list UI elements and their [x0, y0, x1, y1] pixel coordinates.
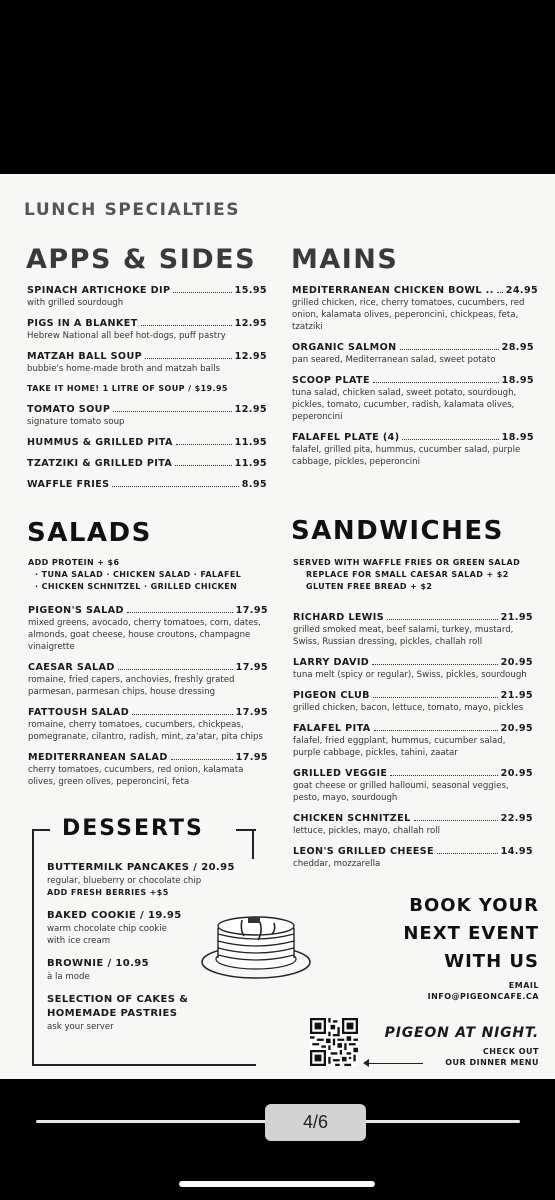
- menu-item-price: 11.95: [234, 458, 267, 469]
- menu-item-row: [293, 767, 533, 780]
- leader-dots: [141, 325, 232, 326]
- menu-item-price: 14.95: [500, 846, 533, 857]
- menu-item-price: 24.95: [505, 285, 539, 296]
- menu-item-desc: lettuce, pickles, mayo, challah roll: [293, 826, 440, 836]
- menu-item: [27, 383, 267, 395]
- menu-item: [28, 751, 268, 788]
- leader-dots: [400, 349, 499, 350]
- menu-item-desc: pan seared, Mediterranean salad, sweet potato: [292, 355, 496, 365]
- menu-item-price: 17.95: [235, 707, 268, 718]
- book-line: WITH US: [444, 951, 539, 972]
- leader-dots: [414, 820, 498, 821]
- sandwiches-note: GLUTEN FREE BREAD + $2: [306, 582, 433, 591]
- menu-item-row: [292, 431, 534, 444]
- arrowhead-icon: [363, 1059, 369, 1067]
- menu-item-row: [28, 751, 268, 764]
- salads-note: · TUNA SALAD · CHICKEN SALAD · FALAFEL: [35, 570, 242, 579]
- email-link[interactable]: INFO@PIGEONCAFE.CA: [427, 992, 539, 1001]
- menu-item-row: [27, 284, 267, 297]
- menu-item-name: MEDITERRANEAN CHICKEN BOWL ..: [292, 285, 494, 296]
- menu-item-name: MEDITERRANEAN SALAD: [28, 752, 168, 763]
- book-event-text: [403, 892, 539, 976]
- dessert-item: [47, 861, 247, 899]
- menu-item-desc: grilled chicken, bacon, lettuce, tomato, mayo, pickles: [293, 703, 524, 713]
- menu-item-price: 12.95: [234, 351, 267, 362]
- menu-item-desc: mixed greens, avocado, cherry tomatoes, corn, dates, almonds, goat cheese, house croutons, champagne vinaigrette: [28, 618, 261, 652]
- menu-item-desc: cheddar, mozzarella: [293, 859, 381, 869]
- menu-item: [293, 722, 533, 759]
- menu-item-desc: romaine, fried capers, anchovies, freshly grated parmesan, parmesan chips, house dressing: [28, 675, 235, 697]
- qr-code-icon[interactable]: [310, 1018, 358, 1066]
- salads-heading: SALADS: [27, 518, 152, 548]
- menu-item-row: [292, 374, 534, 387]
- dessert-desc: regular, blueberry or chocolate chip: [47, 876, 202, 886]
- menu-item-row: [293, 722, 533, 735]
- menu-item-row: [27, 317, 267, 330]
- menu-item-desc: Hebrew National all beef hot-dogs, puff pastry: [27, 331, 226, 341]
- menu-item: [28, 661, 268, 698]
- menu-item-price: 18.95: [501, 375, 534, 386]
- menu-item-price: 11.95: [234, 437, 267, 448]
- menu-item-price: 28.95: [501, 342, 534, 353]
- menu-item-name: TZATZIKI & GRILLED PITA: [27, 458, 173, 469]
- menu-item-name: FATTOUSH SALAD: [28, 707, 130, 718]
- menu-item-price: 17.95: [235, 752, 268, 763]
- salads-notes: [28, 557, 268, 593]
- menu-item-price: 18.95: [501, 432, 534, 443]
- menu-item-name: FALAFEL PLATE (4): [292, 432, 400, 443]
- leader-dots: [374, 730, 498, 731]
- menu-item-row: [27, 403, 267, 416]
- menu-item-desc: tuna salad, chicken salad, sweet potato, sourdough, pickles, tomato, cucumber, radish, kalamata olives, peperoncini: [292, 388, 517, 422]
- menu-item-name: WAFFLE FRIES: [27, 479, 110, 490]
- menu-item-name: FALAFEL PITA: [293, 723, 371, 734]
- menu-item-desc: grilled smoked meat, beef salami, turkey, mustard, Swiss, Russian dressing, pickles, challah roll: [293, 625, 514, 647]
- menu-item-price: 17.95: [235, 662, 268, 673]
- menu-item: [293, 767, 533, 804]
- menu-item-name: HUMMUS & GRILLED PITA: [27, 437, 173, 448]
- menu-item-row: [292, 341, 534, 354]
- menu-item: [27, 457, 267, 470]
- dessert-note: ADD FRESH BERRIES +$5: [47, 888, 169, 897]
- menu-item: [292, 431, 534, 468]
- menu-item-price: 8.95: [241, 479, 267, 490]
- menu-note: TAKE IT HOME! 1 LITRE OF SOUP / $19.95: [27, 384, 228, 393]
- apps-heading: APPS & SIDES: [26, 244, 257, 275]
- menu-item: [292, 284, 539, 333]
- mains-list: [292, 284, 539, 476]
- menu-item: [293, 812, 533, 837]
- menu-item-price: 20.95: [500, 768, 533, 779]
- leader-dots: [127, 612, 233, 613]
- menu-item-desc: grilled chicken, rice, cherry tomatoes, cucumbers, red onion, kalamata olives, peperoncini, chickpeas, feta, tzatziki: [292, 298, 525, 332]
- leader-dots: [173, 292, 231, 293]
- menu-item-row: [27, 457, 267, 470]
- menu-item-name: CHICKEN SCHNITZEL: [293, 813, 411, 824]
- menu-item-price: 21.95: [500, 612, 533, 623]
- menu-item-price: 12.95: [234, 404, 267, 415]
- dinner-menu-link[interactable]: [445, 1046, 539, 1068]
- leader-dots: [118, 669, 233, 670]
- menu-item: [27, 284, 267, 309]
- leader-dots: [497, 292, 503, 293]
- menu-item-name: TOMATO SOUP: [27, 404, 111, 415]
- menu-item-price: 17.95: [235, 605, 268, 616]
- menu-item: [293, 689, 533, 714]
- menu-item-row: [28, 604, 268, 617]
- menu-item-row: [293, 656, 533, 669]
- menu-item-price: 12.95: [234, 318, 267, 329]
- book-line: BOOK YOUR: [409, 895, 539, 916]
- sandwiches-note: REPLACE FOR SMALL CAESAR SALAD + $2: [306, 570, 509, 579]
- dessert-desc: à la mode: [47, 972, 90, 982]
- menu-item: [292, 341, 534, 366]
- menu-item-desc: romaine, cherry tomatoes, cucumbers, chickpeas, pomegranate, cilantro, radish, mint, za'atar, pita chips: [28, 720, 263, 742]
- menu-item-row: [28, 706, 268, 719]
- menu-item-name: MATZAH BALL SOUP: [27, 351, 143, 362]
- menu-item-name: PIGS IN A BLANKET: [27, 318, 138, 329]
- menu-item-name: SCOOP PLATE: [292, 375, 370, 386]
- desserts-heading: DESSERTS: [62, 816, 204, 841]
- dessert-item: [47, 993, 247, 1033]
- menu-item: [27, 350, 267, 375]
- home-indicator[interactable]: [179, 1181, 375, 1187]
- menu-item-desc: goat cheese or grilled halloumi, seasonal veggies, pesto, mayo, sourdough: [293, 781, 509, 803]
- menu-item: [293, 845, 533, 870]
- apps-list: [27, 284, 267, 499]
- menu-item-row: [27, 478, 267, 491]
- leader-dots: [437, 853, 498, 854]
- leader-dots: [402, 439, 498, 440]
- menu-item-name: LARRY DAVID: [293, 657, 370, 668]
- leader-dots: [171, 759, 233, 760]
- menu-item-name: CAESAR SALAD: [28, 662, 115, 673]
- menu-item-name: PIGEON CLUB: [293, 690, 370, 701]
- leader-dots: [145, 358, 232, 359]
- menu-item-name: SPINACH ARTICHOKE DIP: [27, 285, 171, 296]
- checkout-line: CHECK OUT: [482, 1047, 539, 1056]
- menu-item: [28, 706, 268, 743]
- menu-item: [292, 374, 534, 423]
- menu-item-price: 20.95: [500, 723, 533, 734]
- menu-item-desc: signature tomato soup: [27, 417, 125, 427]
- mains-heading: MAINS: [291, 244, 399, 275]
- sandwiches-notes: [293, 557, 538, 593]
- menu-item-row: [293, 689, 533, 702]
- leader-dots: [132, 714, 233, 715]
- menu-item: [27, 436, 267, 449]
- menu-item-desc: cherry tomatoes, cucumbers, red onion, kalamata olives, green olives, peperoncini, feta: [28, 765, 244, 787]
- dessert-desc: ask your server: [47, 1022, 114, 1032]
- menu-item-row: [293, 611, 533, 624]
- menu-item-row: [27, 436, 267, 449]
- menu-item-desc: falafel, grilled pita, hummus, cucumber salad, purple cabbage, pickles, peperoncini: [292, 445, 521, 467]
- leader-dots: [387, 619, 498, 620]
- menu-item-row: [27, 350, 267, 363]
- menu-item-desc: bubbie's home-made broth and matzah balls: [27, 364, 221, 374]
- pigeon-at-night-title: PIGEON AT NIGHT.: [384, 1025, 539, 1041]
- menu-item: [27, 317, 267, 342]
- arrow-left-icon: [367, 1063, 423, 1064]
- menu-item-name: GRILLED VEGGIE: [293, 768, 388, 779]
- menu-item: [293, 611, 533, 648]
- menu-item-price: 20.95: [500, 657, 533, 668]
- leader-dots: [175, 465, 231, 466]
- sandwiches-heading: SANDWICHES: [291, 516, 504, 546]
- menu-item-name: LEON'S GRILLED CHEESE: [293, 846, 434, 857]
- leader-dots: [390, 775, 497, 776]
- menu-item-row: [28, 661, 268, 674]
- salads-note: · CHICKEN SCHNITZEL · GRILLED CHICKEN: [35, 582, 238, 591]
- menu-item-desc: falafel, fried eggplant, hummus, cucumber salad, purple cabbage, pickles, tahini, zaatar: [293, 736, 506, 758]
- menu-page: [0, 174, 555, 1079]
- leader-dots: [113, 411, 231, 412]
- salads-note: ADD PROTEIN + $6: [28, 558, 120, 567]
- dessert-name: BAKED COOKIE / 19.95: [47, 910, 182, 921]
- leader-dots: [373, 382, 499, 383]
- pancake-illustration: [200, 904, 312, 984]
- menu-item-row: [292, 284, 539, 297]
- menu-item-name: RICHARD LEWIS: [293, 612, 385, 623]
- leader-dots: [176, 444, 232, 445]
- menu-item: [27, 403, 267, 428]
- menu-item-price: 15.95: [234, 285, 267, 296]
- menu-item: [27, 478, 267, 491]
- menu-item-row: [293, 845, 533, 858]
- dessert-name: BUTTERMILK PANCAKES / 20.95: [47, 862, 235, 873]
- sandwiches-note: SERVED WITH WAFFLE FRIES OR GREEN SALAD: [293, 558, 521, 567]
- menu-item-name: PIGEON'S SALAD: [28, 605, 124, 616]
- frame-line: [252, 829, 254, 859]
- salads-list: [28, 604, 268, 796]
- dessert-name: SELECTION OF CAKES & HOMEMADE PASTRIES: [47, 994, 189, 1019]
- menu-item-row: [293, 812, 533, 825]
- email-label: EMAIL: [508, 981, 539, 990]
- menu-item-desc: with grilled sourdough: [27, 298, 124, 308]
- menu-item: [293, 656, 533, 681]
- book-line: NEXT EVENT: [403, 923, 539, 944]
- menu-item: [28, 604, 268, 653]
- frame-line: [32, 829, 50, 831]
- sandwiches-list: [293, 611, 533, 878]
- dessert-desc: warm chocolate chip cookie with ice cream: [47, 924, 167, 946]
- leader-dots: [112, 486, 238, 487]
- menu-item-price: 22.95: [500, 813, 533, 824]
- dessert-name: BROWNIE / 10.95: [47, 958, 150, 969]
- menu-item-name: ORGANIC SALMON: [292, 342, 397, 353]
- leader-dots: [373, 697, 498, 698]
- page-title: LUNCH SPECIALTIES: [24, 200, 241, 220]
- menu-item-price: 21.95: [500, 690, 533, 701]
- checkout-line: OUR DINNER MENU: [445, 1058, 539, 1067]
- email-block: [428, 980, 539, 1002]
- page-indicator[interactable]: 4/6: [265, 1104, 366, 1141]
- leader-dots: [372, 664, 497, 665]
- menu-item-desc: tuna melt (spicy or regular), Swiss, pickles, sourdough: [293, 670, 527, 680]
